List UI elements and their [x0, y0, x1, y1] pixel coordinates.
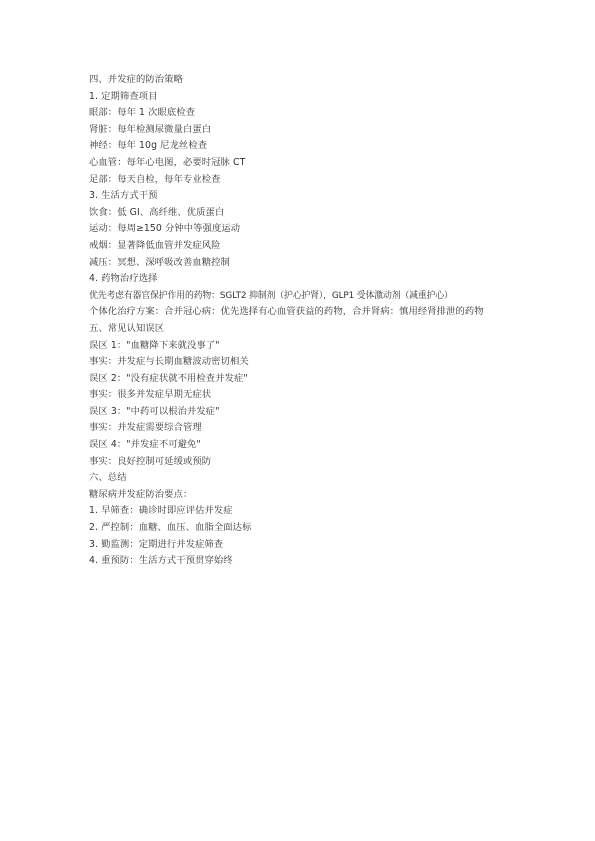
section-heading: 四、并发症的防治策略	[89, 74, 183, 85]
text-line: 眼部：每年 1 次眼底检查	[89, 107, 196, 119]
text-line: 糖尿病并发症防治要点：	[89, 488, 193, 500]
document-body	[89, 72, 519, 570]
text-line: 4. 重预防：生活方式干预贯穿始终	[89, 555, 233, 567]
text-line: 饮食：低 GI、高纤维、优质蛋白	[89, 206, 225, 218]
text-line: 误区 2："没有症状就不用检查并发症"	[89, 372, 248, 384]
text-line: 误区 3："中药可以根治并发症"	[89, 405, 220, 417]
subsection-heading: 3. 生活方式干预	[89, 190, 158, 202]
text-line: 减压：冥想、深呼吸改善血糖控制	[89, 256, 230, 268]
section-heading: 六、总结	[89, 472, 127, 484]
text-line: 优先考虑有器官保护作用的药物：SGLT2 抑制剂（护心护肾），GLP1 受体激动剂（减重护心）	[89, 290, 453, 301]
subsection-heading: 1. 定期筛查项目	[89, 90, 158, 102]
text-line: 事实：并发症需要综合管理	[89, 422, 202, 434]
text-line: 心血管：每年心电图，必要时冠脉 CT	[89, 156, 246, 168]
text-line: 1. 早筛查：确诊时即应评估并发症	[89, 505, 233, 517]
text-line: 误区 4："并发症不可避免"	[89, 439, 201, 451]
text-line: 3. 勤监测：定期进行并发症筛查	[89, 538, 224, 550]
text-line: 肾脏：每年检测尿微量白蛋白	[89, 123, 212, 135]
text-line: 事实：很多并发症早期无症状	[89, 389, 212, 401]
text-line: 戒烟：显著降低血管并发症风险	[89, 239, 221, 251]
text-paragraph: 个体化治疗方案：合并冠心病：优先选择有心血管获益的药物，合并肾病：慎用经肾排泄的药物	[89, 306, 484, 318]
text-line: 2. 严控制：血糖、血压、血脂全面达标	[89, 522, 252, 534]
section-heading: 五、常见认知误区	[89, 322, 165, 334]
text-line: 运动：每周≥150 分钟中等强度运动	[89, 223, 241, 235]
text-line: 神经：每年 10g 尼龙丝检查	[89, 140, 208, 152]
text-line: 事实：良好控制可延缓或预防	[89, 455, 212, 467]
text-line: 事实：并发症与长期血糖波动密切相关	[89, 356, 249, 368]
text-line: 足部：每天自检，每年专业检查	[89, 173, 221, 185]
subsection-heading: 4. 药物治疗选择	[89, 273, 158, 285]
text-line: 误区 1："血糖降下来就没事了"	[89, 339, 220, 351]
